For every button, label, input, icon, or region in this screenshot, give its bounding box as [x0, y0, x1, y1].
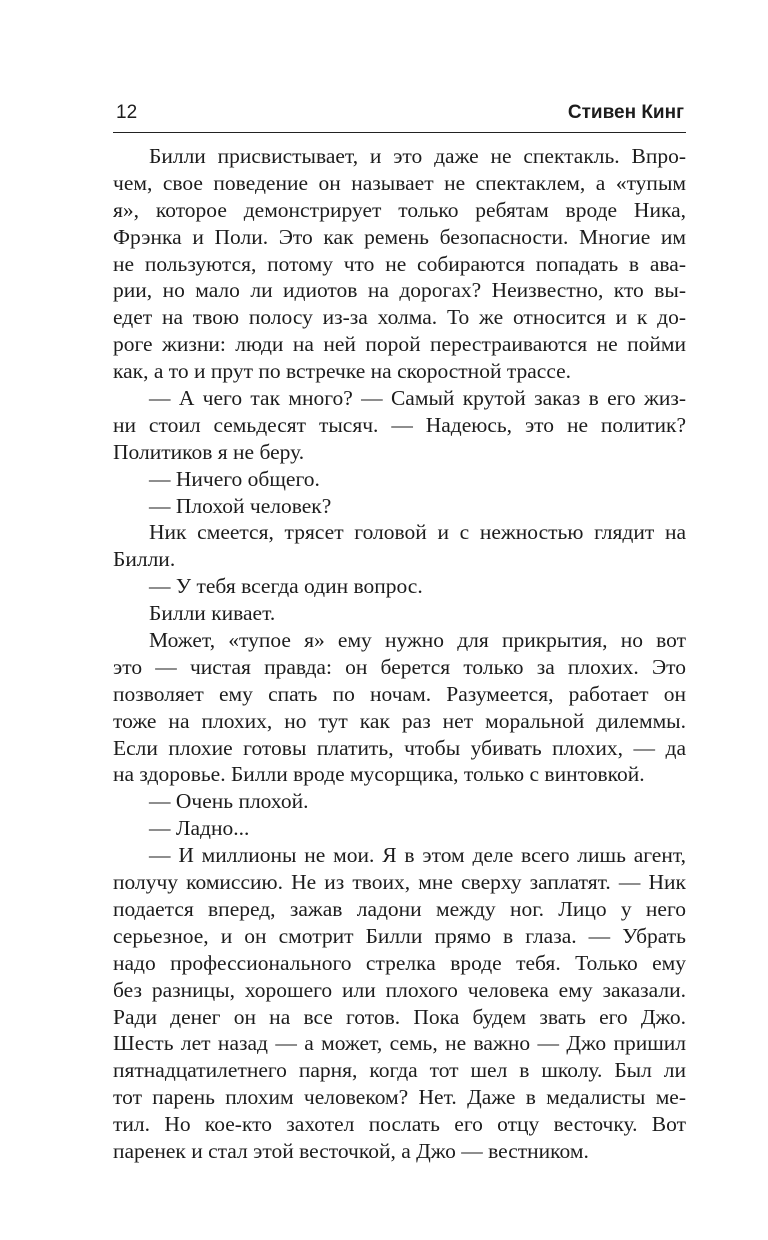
text-line: Может, «тупое я» ему нужно для прикрытия, но вот [149, 628, 686, 653]
text-line: не пользуются, потому что не собираются попадать в ава- [113, 251, 686, 276]
page-body-text [113, 143, 686, 1165]
text-line: Если плохие готовы платить, чтобы убивать плохих, — да [113, 735, 686, 760]
running-header [113, 98, 686, 133]
text-line: тил. Но кое-кто захотел послать его отцу весточку. Вот [113, 1112, 686, 1137]
text-line: тоже на плохих, но тут как раз нет моральной дилеммы. [113, 708, 686, 733]
text-line: подается вперед, зажав ладони между ног. Лицо у него [113, 896, 686, 921]
text-line: — Ничего общего. [149, 466, 320, 491]
text-line: Билли. [113, 547, 176, 572]
text-line: роге жизни: люди на ней порой перестраиваются не пойми [113, 332, 686, 357]
text-line: на здоровье. Билли вроде мусорщика, только с винтовкой. [113, 762, 645, 787]
text-line: рии, но мало ли идиотов на дорогах? Неизвестно, кто вы- [113, 278, 686, 303]
text-line: — Плохой человек? [149, 493, 332, 518]
text-line: Билли кивает. [149, 601, 276, 626]
text-line: Шесть лет назад — а может, семь, не важно — Джо пришил [113, 1031, 686, 1056]
text-line: чем, свое поведение он называет не спектаклем, а «тупым [113, 170, 686, 195]
text-line: — Ладно... [149, 816, 250, 841]
text-line: пятнадцатилетнего парня, когда тот шел в школу. Был ли [113, 1058, 686, 1083]
text-line: Билли присвистывает, и это даже не спектакль. Впро- [149, 144, 686, 168]
text-line: серьезное, и он смотрит Билли прямо в глаза. — Убрать [113, 923, 686, 948]
text-line: — У тебя всегда один вопрос. [149, 574, 423, 599]
text-line: Ник смеется, трясет головой и с нежностью глядит на [149, 520, 686, 545]
author-name: Стивен Кинг [567, 102, 684, 123]
text-line: — Очень плохой. [149, 789, 309, 814]
text-line: я», которое демонстрирует только ребятам вроде Ника, [113, 197, 686, 222]
text-line: как, а то и прут по встречке на скоростной трассе. [113, 359, 572, 384]
text-line: Политиков я не беру. [113, 439, 305, 464]
text-line: надо профессионального стрелка вроде тебя. Только ему [113, 950, 686, 975]
text-line: тот парень плохим человеком? Нет. Даже в медалисты ме- [113, 1085, 686, 1110]
text-line: паренек и стал этой весточкой, а Джо — вестником. [113, 1138, 589, 1163]
text-line: Фрэнка и Поли. Это как ремень безопасности. Многие им [113, 224, 686, 249]
text-line: ни стоил семьдесят тысяч. — Надеюсь, это не политик? [113, 412, 686, 437]
text-line: — А чего так много? — Самый крутой заказ в его жиз- [149, 386, 686, 411]
text-line: позволяет ему спать по ночам. Разумеется, работает он [113, 681, 686, 706]
text-line: Ради денег он на все готов. Пока будем звать его Джо. [113, 1004, 686, 1029]
page-number: 12 [116, 102, 138, 123]
text-line: получу комиссию. Не из твоих, мне сверху заплатят. — Ник [113, 870, 686, 895]
text-line: без разницы, хорошего или плохого человека ему заказали. [113, 977, 686, 1002]
text-line: едет на твою полосу из-за холма. То же относится и к до- [113, 305, 686, 330]
text-line: это — чистая правда: он берется только за плохих. Это [113, 654, 686, 679]
text-line: — И миллионы не мои. Я в этом деле всего лишь агент, [149, 843, 686, 868]
